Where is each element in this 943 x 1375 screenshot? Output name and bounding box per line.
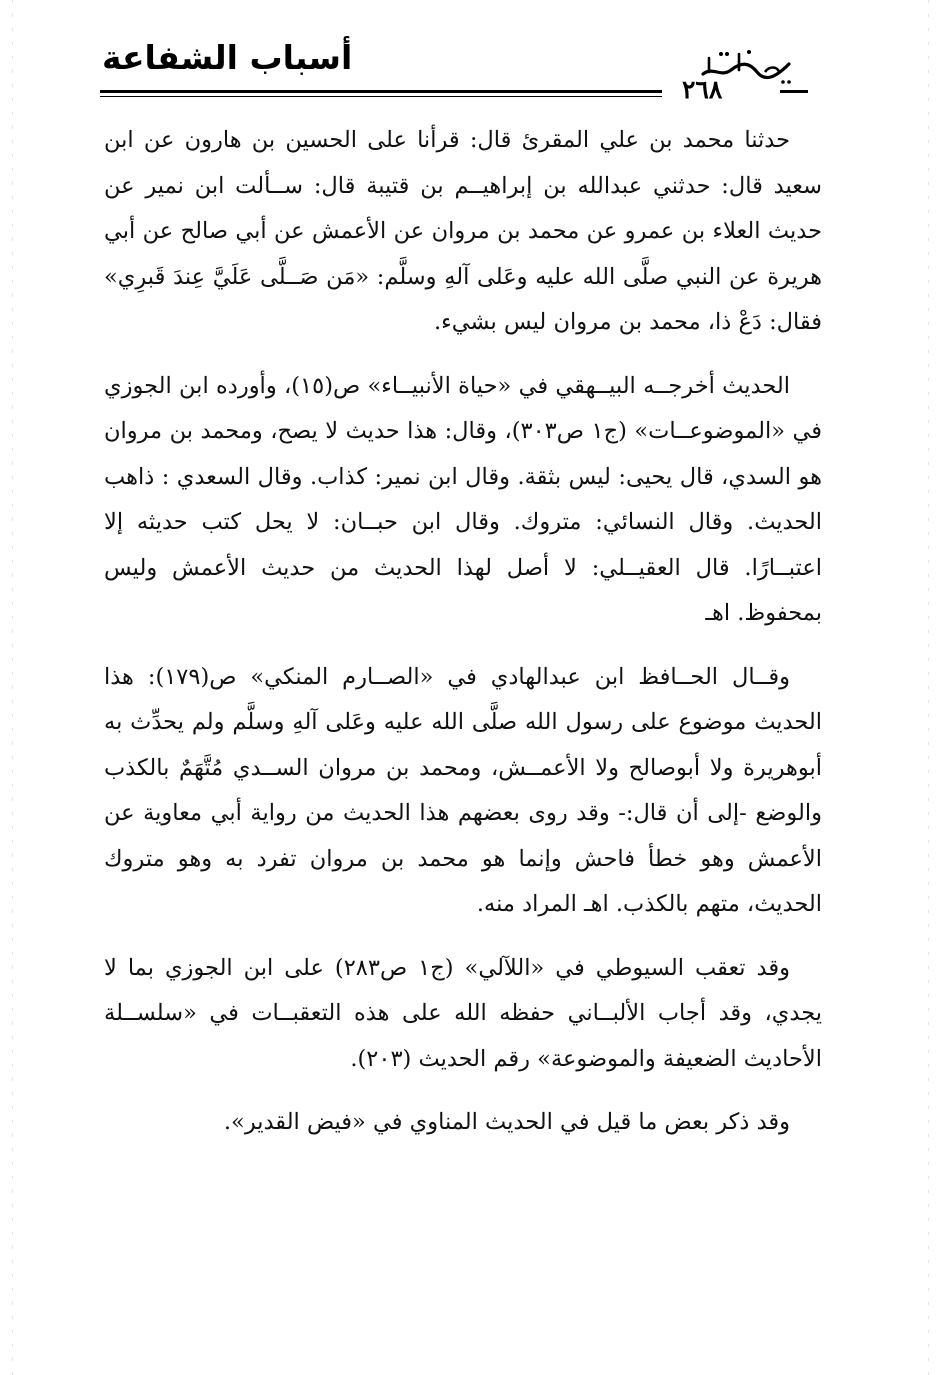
paragraph: وقــال الحــافظ ابن عبدالهادي في «الصــارم المنكي» ص(١٧٩): هذا الحديث موضوع على رسول الله صلَّى الله عليه وعَلى آلهِ وسلَّم ولم يحدِّث به أبوهريرة ولا أبوصالح ولا الأعمــش، ومحمد بن مروان الســدي مُتَّهَمٌ بالكذب والوضع -إلى أن قال:- وقد روى بعضهم هذا الحديث من رواية أبي معاوية عن الأعمش وهو خطأ فاحش وإنما هو محمد بن مروان تفرد به وهو متروك الحديث، متهم بالكذب. اهـ المراد منه. bbox=[104, 663, 822, 917]
paragraph: وقد تعقب السيوطي في «اللآلي» (ج١ ص٢٨٣) على ابن الجوزي بما لا يجدي، وقد أجاب الألبــاني حفظه الله على هذه التعقبــات في «سلســلة الأحاديث الضعيفة والموضوعة» رقم الحديث (٢٠٣). bbox=[104, 954, 822, 1072]
header-rule-short bbox=[780, 90, 808, 93]
page-number: ٢٦٨ bbox=[682, 75, 723, 104]
calligraphic-logo bbox=[699, 44, 795, 84]
header-rule bbox=[100, 90, 662, 97]
paragraph: الحديث أخرجــه البيــهقي في «حياة الأنبيــاء» ص(١٥)، وأورده ابن الجوزي في «الموضوعــات» (ج١ ص٣٠٣)، وقال: هذا حديث لا يصح، ومحمد بن مروان هو السدي، قال يحيى: ليس بثقة. وقال ابن نمير: كذاب. وقال السعدي : ذاهب الحديث. وقال النسائي: متروك. وقال ابن حبــان: لا يحل كتب حديثه إلا اعتبــارًا. قال العقيــلي: لا أصل لهذا الحديث من حديث الأعمش وليس بمحفوظ. اهـ bbox=[104, 372, 823, 626]
header-title: أسباب الشفاعة bbox=[102, 38, 353, 77]
scan-artifact-line bbox=[928, 0, 929, 1375]
paragraph: حدثنا محمد بن علي المقرئ قال: قرأنا على الحسين بن هارون عن ابن سعيد قال: حدثني عبدالله بن إبراهيــم بن قتيبة قال: ســألت ابن نمير عن حديث العلاء بن عمرو عن محمد بن مروان عن الأعمش عن أبي صالح عن أبي هريرة عن النبي صلَّى الله عليه وعَلى آلهِ وسلَّم: «مَن صَــلَّى عَلَيَّ عِندَ قَبرِي» فقال: دَعْ ذا، محمد بن مروان ليس بشيء. bbox=[104, 127, 822, 335]
paragraph: وقد ذكر بعض ما قيل في الحديث المناوي في «فيض القدير». bbox=[223, 1109, 790, 1135]
scan-artifact-line bbox=[12, 0, 13, 1375]
body-text bbox=[104, 118, 822, 1146]
page-header bbox=[100, 30, 825, 110]
